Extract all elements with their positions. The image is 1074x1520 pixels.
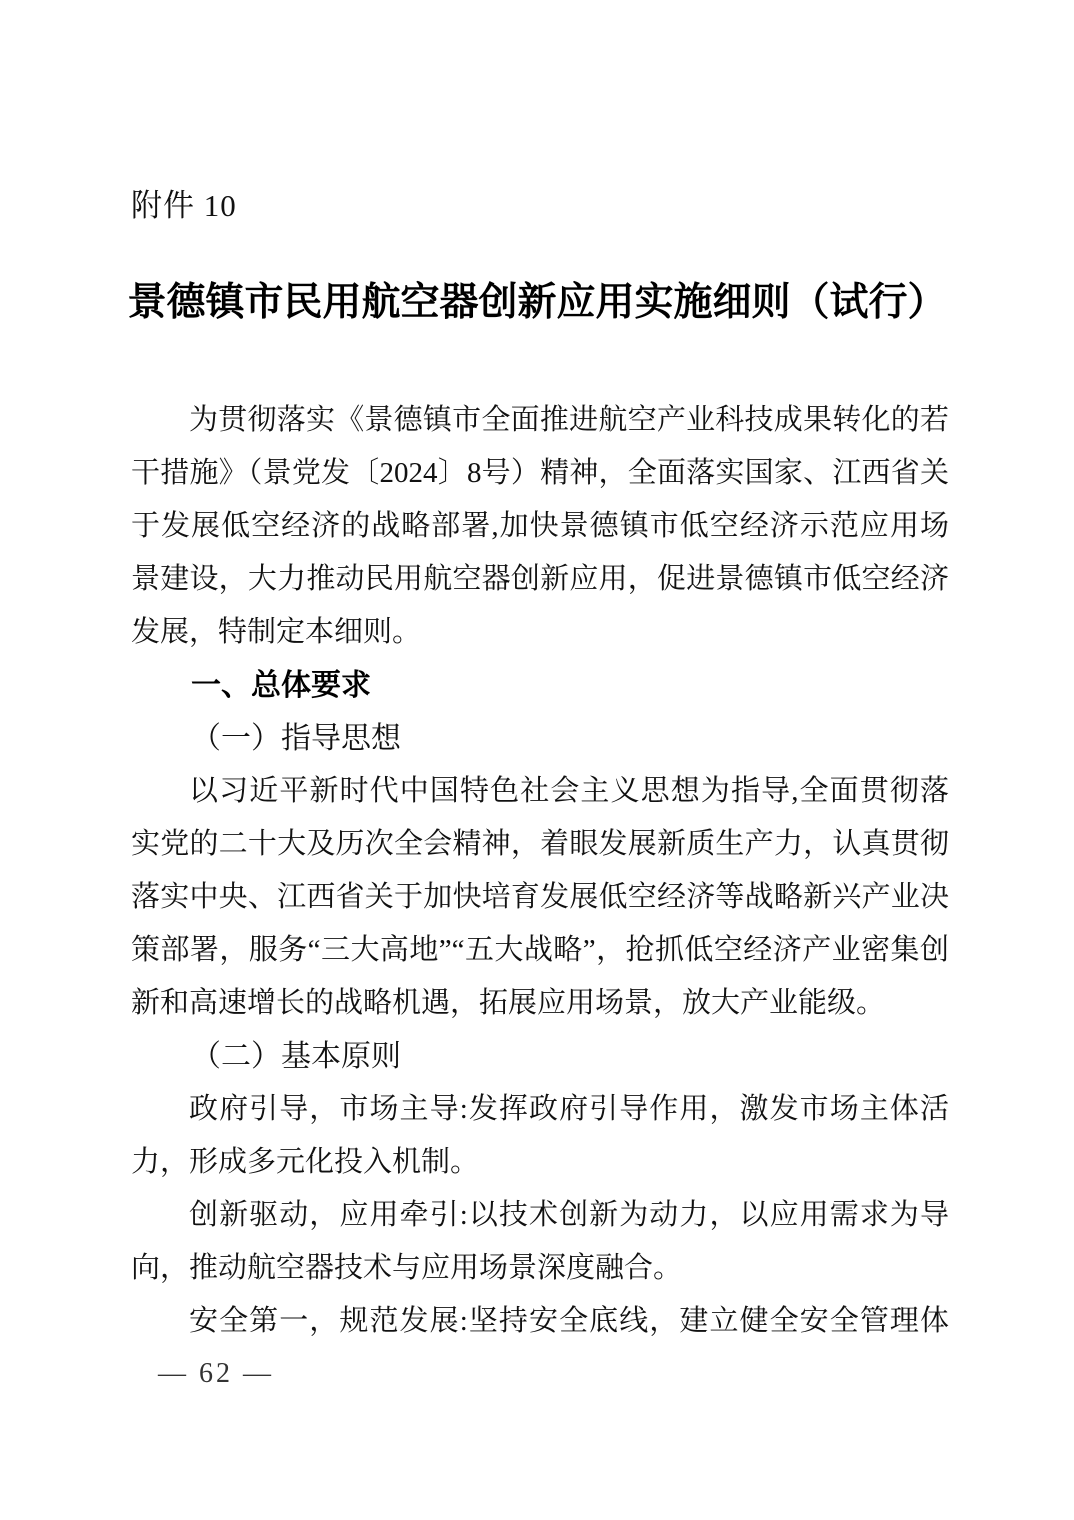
- paragraph: 安全第一，规范发展:坚持安全底线，建立健全安全管理体: [189, 1305, 949, 1337]
- section-heading: 一、总体要求: [191, 669, 371, 702]
- page-number: — 62 —: [158, 1358, 274, 1389]
- paragraph: 政府引导，市场主导:发挥政府引导作用，激发市场主体活力，形成多元化投入机制。: [131, 1093, 949, 1178]
- paragraph: 创新驱动，应用牵引:以技术创新为动力，以应用需求为导向，推动航空器技术与应用场景深度融合。: [131, 1199, 949, 1284]
- attachment-label: 附件 10: [131, 188, 237, 223]
- paragraph: 以习近平新时代中国特色社会主义思想为指导,全面贯彻落实党的二十大及历次全会精神，着眼发展新质生产力，认真贯彻落实中央、江西省关于加快培育发展低空经济等战略新兴产业决策部署，服务“三大高地”“五大战略”，抢抓低空经济产业密集创新和高速增长的战略机遇，拓展应用场景，放大产业能级。: [131, 775, 949, 1019]
- sub-heading: （一）指导思想: [191, 722, 401, 755]
- document-title: 景德镇市民用航空器创新应用实施细则（试行）: [127, 281, 947, 324]
- document-body: [131, 394, 949, 1348]
- sub-heading: （二）基本原则: [191, 1040, 401, 1073]
- paragraph: 为贯彻落实《景德镇市全面推进航空产业科技成果转化的若干措施》（景党发〔2024〕8号）精神，全面落实国家、江西省关于发展低空经济的战略部署,加快景德镇市低空经济示范应用场景建设，大力推动民用航空器创新应用，促进景德镇市低空经济发展，特制定本细则。: [131, 404, 949, 648]
